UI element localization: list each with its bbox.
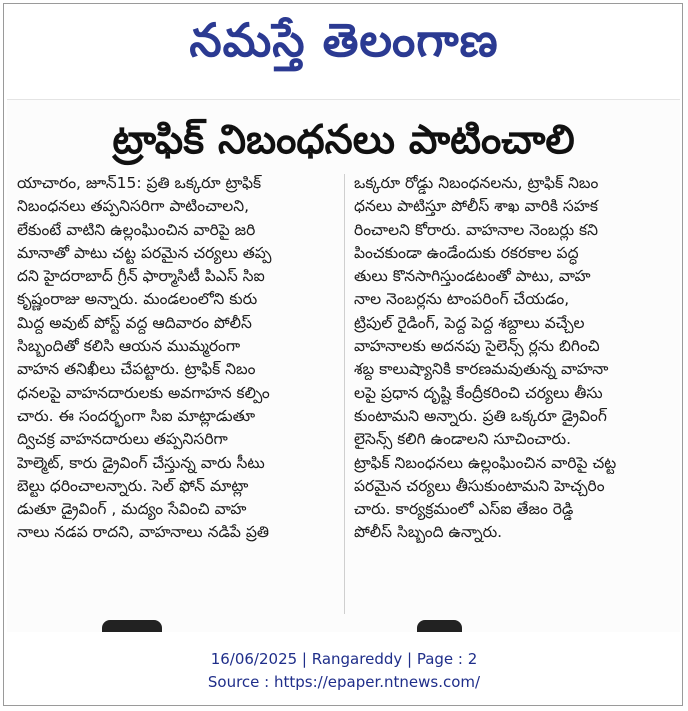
article-text-line: ద్విచక్ర వాహనదారులు తప్పనిసరిగా [17,430,228,449]
article-text-line: బెల్టు ధరించాలన్నారు. సెల్ ఫోన్ మాట్లా [17,476,249,495]
newspaper-masthead: నమస్తే తెలంగాణ [189,13,499,67]
edition-info: 16/06/2025 | Rangareddy | Page : 2 [210,650,478,668]
article-text-line: పించకుండా ఉండేందుకు రకరకాల పద్ధ [354,243,579,262]
article-column-right [354,172,672,545]
article-text-line: కృష్ణంరాజు అన్నారు. మండలంలోని కురు [17,290,258,309]
article-text-line: పోలీస్ సిబ్బంది ఉన్నారు. [354,523,503,542]
article-text-line: ధనలు పాటిస్తూ పోలీస్ శాఖ వారికి సహక [354,197,599,216]
article-text-line: తులు కొనసాగిస్తుండటంతో పాటు, వాహ [354,267,591,286]
cut-off-next-headline [417,620,462,632]
article-text-line: నిబంధనలు తప్పనిసరిగా పాటించాలని, [17,197,250,216]
article-text-line: రించాలని కోరారు. వాహనాల నెంబర్లు కని [354,220,598,239]
article-text-line: చారు. కార్యక్రమంలో ఎస్ఐ తేజం రెడ్డి [354,500,574,519]
article-text-line: పరమైన చర్యలు తీసుకుంటామని హెచ్చరిం [354,476,605,495]
article-text-line: మానాతో పాటు చట్ట పరమైన చర్యలు తప్ప [17,243,272,262]
article-text-line: ఒక్కరూ రోడ్డు నిబంధనలను, ట్రాఫిక్ నిబం [354,174,599,192]
article-column-left [17,172,335,545]
article-text-line: హెల్మెట్, కారు డ్రైవింగ్ చేస్తున్న వారు సీటు [17,453,265,472]
cut-off-next-headline [102,620,162,632]
article-headline: ట్రాఫిక్ నిబంధనలు పాటించాలి [112,117,575,163]
article-text-line: డుతూ డ్రైవింగ్ , మద్యం సేవించి వాహ [17,500,247,519]
clipping-footer [0,648,688,694]
article-text-line: నాల నెంబర్లను టాంపరింగ్ చేయడం, [354,290,570,309]
article-clipping [7,99,680,632]
article-text-line: దని హైదరాబాద్ గ్రీన్ ఫార్మాసిటీ పిఎస్ సిఐ [17,267,265,286]
article-text-line: కుంటామని అన్నారు. ప్రతి ఒక్కరూ డ్రైవింగ్ [354,406,607,425]
article-text-line: మిద్ద అవుట్ పోస్ట్ వద్ద ఆదివారం పోలీస్ [17,313,252,332]
article-text-line: యాచారం, జూన్15: ప్రతి ఒక్కరూ ట్రాఫిక్ [17,174,262,192]
article-text-line: ట్రిపుల్ రైడింగ్, పెద్ద పెద్ద శబ్దాలు వచ్చేల [354,313,585,332]
article-text-line: వాహన తనిఖీలు చేపట్టారు. ట్రాఫిక్ నిబం [17,360,256,379]
source-url[interactable]: Source : https://epaper.ntnews.com/ [207,673,481,691]
article-text-line: లపై ప్రధాన దృష్టి కేంద్రీకరించి చర్యలు తీసు [354,383,603,402]
article-text-line: వాహనాలకు అదనపు సైలెన్స్ ర్లను బిగించి [354,337,600,356]
article-text-line: చారు. ఈ సందర్భంగా సిఐ మాట్లాడుతూ [17,406,256,425]
article-text-line: ధనలపై వాహనదారులకు అవగాహన కల్పిం [17,383,270,402]
article-text-line: ట్రాఫిక్ నిబంధనలు ఉల్లంఘించిన వారిపై చట్ట [354,453,617,472]
article-text-line: శబ్ద కాలుష్యానికి కారణమవుతున్న వాహనా [354,360,609,379]
column-divider [344,174,345,614]
article-text-line: లేకుంటే వాటిని ఉల్లంఘించిన వారిపై జరి [17,220,256,239]
article-text-line: నాలు నడప రాదని, వాహనాలు నడిపే ప్రతి [17,523,270,542]
article-text-line: సిబ్బందితో కలిసి ఆయన ముమ్మరంగా [17,337,241,356]
article-text-line: లైసెన్స్ కలిగి ఉండాలని సూచించారు. [354,430,572,449]
